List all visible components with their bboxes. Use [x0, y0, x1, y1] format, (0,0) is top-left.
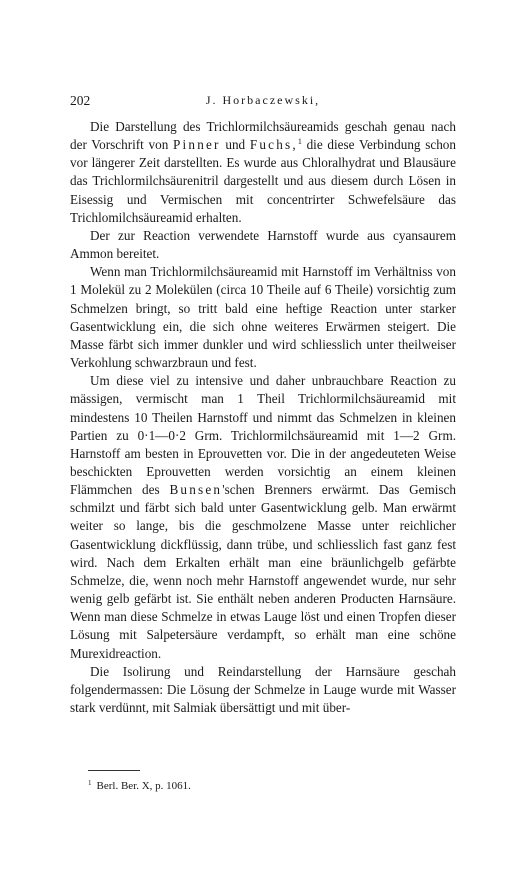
- footnote-marker: 1: [297, 137, 302, 147]
- author-name: Pinner: [173, 137, 221, 153]
- author-name: Fuchs,: [249, 137, 298, 153]
- footnote-marker: 1: [88, 779, 92, 787]
- paragraph: Die Isolirung und Reindarstellung der Harnsäure geschah folgendermassen: Die Lösung der Schmelze in Lauge wurde mit Wasser stark verdünnt, mit Salmiak übersättigt und mit über-: [70, 663, 456, 715]
- paragraph: Um diese viel zu intensive und daher unbrauchbare Reaction zu mässigen, vermischt man 1 Theil Trichlormilchsäureamid mit mindestens 10 Theilen Harnstoff und nimmt das Schmelzen in kleinen Partien zu 0·1—0·2 Grm. Trichlormilchsäureamid mit 1—2 Grm. Harnstoff am besten in Eprouvetten vor. Die in der angedeuteten Weise beschickten Eprouvetten werden vorsichtig an einem kleinen Flämmchen des Bunsen'schen Brenners erwärmt. Das Gemisch schmilzt und färbt sich bald unter Gasentwicklung gelb. Man erwärmt weiter so lange, bis die geschmolzene Masse unter reichlicher Gasentwicklung dickflüssig, dann trübe, und schliesslich fast ganz fest wird. Nach dem Erkalten erhält man eine bräunlichgelb gefärbte Schmelze, die, wenn noch mehr Harnstoff angewendet wurde, nur sehr wenig gelb gefärbt ist. Sie enthält neben anderen Producten Harnsäure. Wenn man diese Schmelze in etwas Lauge löst und einen Tropfen dieser Lösung mit Salpetersäure verdampft, so erhält man eine schöne Murexidreaction.: [70, 373, 456, 661]
- paragraph: Der zur Reaction verwendete Harnstoff wurde aus cyansaurem Ammon bereitet.: [70, 227, 456, 262]
- running-head: J. Horbaczewski,: [205, 93, 321, 107]
- footnote-text: Berl. Ber. X, p. 1061.: [96, 780, 191, 792]
- page-header: [70, 93, 456, 111]
- paragraph: Die Darstellung des Trichlormilchsäureamids geschah genau nach der Vorschrift von Pinner und Fuchs,$^1$ die diese Verbindung schon vor längerer Zeit darstellten. Es wurde aus Chloralhydrat und Blausäure das Trichlormilchsäurenitril dargestellt und aus diesem durch Lösen in Eisessig und Vermischen mit concentrirter Schwefelsäure das Trichlomilchsäureamid erhalten.: [70, 119, 456, 225]
- footnote: [88, 779, 456, 793]
- paragraph: Wenn man Trichlormilchsäureamid mit Harnstoff im Verhältniss von 1 Molekül zu 2 Molekülen (circa 10 Theile auf 6 Theile) vorsichtig zum Schmelzen bringt, so tritt bald eine heftige Reaction unter starker Gasentwicklung ein, die sich ohne weiteres Erwärmen steigert. Die Masse färbt sich immer dunkler und wird schliesslich unter theilweiser Verkohlung schwarzbraun und fest.: [70, 264, 456, 371]
- body-text: [70, 118, 456, 717]
- page-number: 202: [70, 93, 91, 108]
- person-name: Bunsen: [169, 482, 223, 498]
- footnote-rule: [88, 770, 140, 771]
